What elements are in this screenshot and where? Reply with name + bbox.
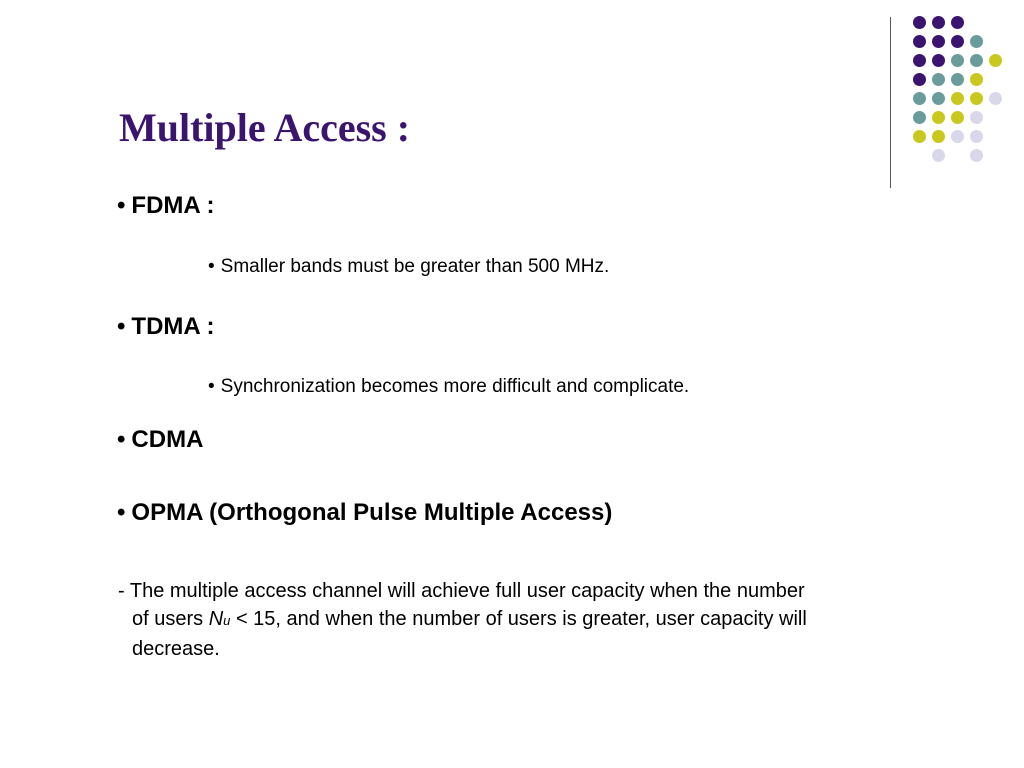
bullet-label-fdma: FDMA :: [131, 192, 215, 219]
decorative-dot: [951, 111, 964, 124]
sub-bullet-text-tdma: Synchronization becomes more difficult and complicate.: [220, 376, 690, 397]
decorative-dot: [951, 54, 964, 67]
decorative-dot: [970, 35, 983, 48]
decorative-dot: [913, 16, 926, 29]
decorative-dot: [932, 111, 945, 124]
capacity-note: [118, 577, 918, 663]
variable-n: N: [208, 608, 224, 630]
bullet-tdma: [117, 312, 215, 342]
decorative-dot: [932, 73, 945, 86]
decorative-dot: [913, 35, 926, 48]
decorative-dot: [989, 54, 1002, 67]
decorative-dot: [989, 92, 1002, 105]
variable-subscript-u: u: [223, 613, 231, 628]
sub-bullet-tdma: [208, 375, 689, 399]
decorative-dot: [970, 149, 983, 162]
decorative-dot: [951, 92, 964, 105]
bullet-dot: •: [208, 376, 215, 397]
bullet-opma: [117, 498, 612, 528]
decorative-dot: [932, 130, 945, 143]
note-line-2-start: of users: [132, 608, 209, 630]
bullet-dot: •: [117, 426, 126, 453]
vertical-divider-line: [890, 17, 891, 188]
bullet-dot: •: [117, 313, 126, 340]
decorative-dot: [970, 92, 983, 105]
bullet-fdma: [117, 191, 215, 221]
bullet-cdma: [117, 425, 203, 455]
decorative-dot: [932, 16, 945, 29]
sub-bullet-fdma: [208, 255, 609, 279]
decorative-dot: [932, 54, 945, 67]
decorative-dot: [932, 149, 945, 162]
sub-bullet-text-fdma: Smaller bands must be greater than 500 MHz.: [220, 256, 610, 277]
bullet-dot: •: [117, 499, 126, 526]
note-line-2-end: < 15, and when the number of users is greater, user capacity will: [230, 608, 807, 630]
decorative-dot: [970, 73, 983, 86]
decorative-dot: [951, 35, 964, 48]
note-line-3: decrease.: [132, 638, 220, 660]
decorative-dot: [970, 130, 983, 143]
bullet-dot: •: [117, 192, 126, 219]
note-line-2: [118, 605, 918, 635]
decorative-dot: [951, 130, 964, 143]
slide-title: Multiple Access :: [119, 105, 411, 150]
decorative-dot: [970, 111, 983, 124]
bullet-label-cdma: CDMA: [131, 426, 204, 453]
decorative-dot: [951, 16, 964, 29]
bullet-label-opma: OPMA (Orthogonal Pulse Multiple Access): [131, 499, 613, 526]
decorative-dot: [932, 92, 945, 105]
decorative-dot: [913, 92, 926, 105]
bullet-dot: •: [208, 256, 215, 277]
decorative-dot: [913, 54, 926, 67]
decorative-dot: [913, 130, 926, 143]
decorative-dot: [913, 111, 926, 124]
bullet-label-tdma: TDMA :: [131, 313, 215, 340]
decorative-dot: [913, 73, 926, 86]
note-line-1: - The multiple access channel will achieve full user capacity when the number: [118, 580, 805, 602]
decorative-dot: [970, 54, 983, 67]
decorative-dot: [951, 73, 964, 86]
decorative-dot: [932, 35, 945, 48]
